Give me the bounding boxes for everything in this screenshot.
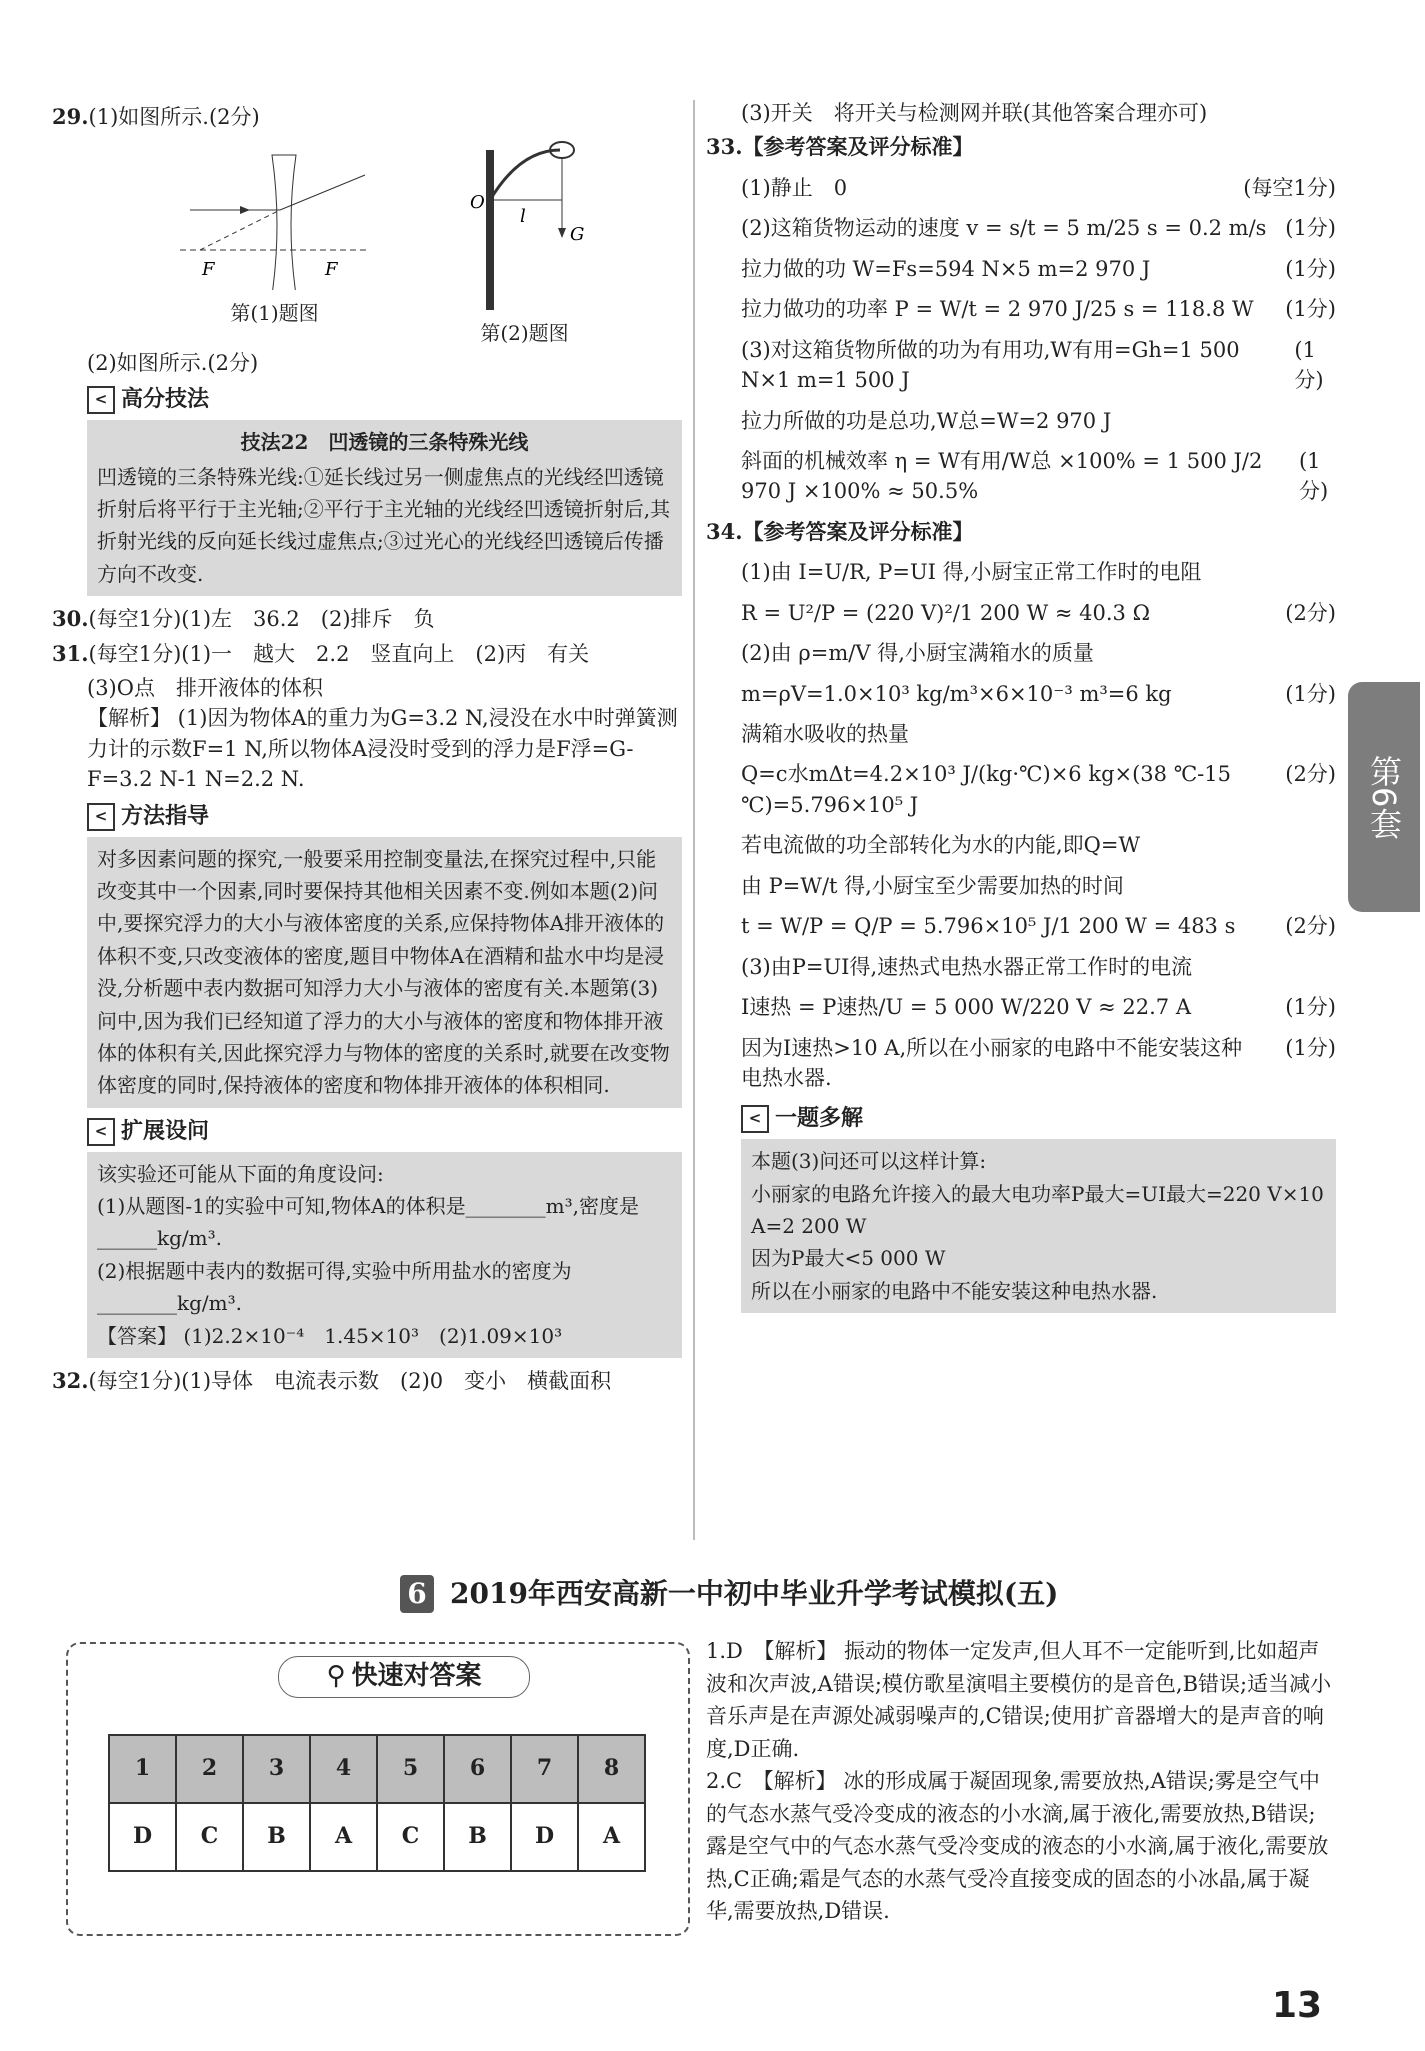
gravity-label: G — [569, 224, 584, 246]
q33-row6: 拉力所做的功是总功,W总=W=2 970 J — [741, 408, 1112, 433]
q33-row5: (3)对这箱货物所做的功为有用功,W有用=Gh=1 500 N×1 m=1 500 J (1分) — [741, 337, 1324, 393]
concave-lens-diagram — [170, 140, 380, 290]
answer-letter-cell: D — [109, 1803, 176, 1871]
tip1-heading: 技法22 凹透镜的三条特殊光线 — [240, 430, 529, 455]
answer-table — [108, 1734, 646, 1872]
q33-row1: (1)静止 0 (每空1分) — [741, 175, 1336, 200]
tip-tag-2: < 方法指导 — [87, 801, 682, 833]
tip-box-3 — [87, 1152, 682, 1358]
section-side-tab: 第6套 — [1348, 682, 1420, 912]
q34-row6: Q=c水mΔt=4.2×10³ J/(kg·℃)×6 kg×(38 ℃-15 ℃)=5.796×10⁵ J (2分) — [741, 762, 1336, 817]
q31-line2: (3)O点 排开液体的体积 — [87, 676, 323, 701]
answer-number-row — [109, 1735, 645, 1803]
tip-tag-1: < 高分技法 — [87, 384, 682, 416]
q34-row5: 满箱水吸收的热量 — [741, 722, 909, 746]
q33-row7: 斜面的机械效率 η = W有用/W总 ×100% = 1 500 J/2 970 J ×100% ≈ 50.5% (1分) — [741, 448, 1329, 504]
share-icon: < — [87, 1118, 115, 1146]
q34-row4: m=ρV=1.0×10³ kg/m³×6×10⁻³ m³=6 kg (1分) — [741, 681, 1336, 706]
answer-letter-cell: C — [176, 1803, 243, 1871]
answer-number-cell: 7 — [511, 1735, 578, 1803]
tip4-line3: 因为P最大<5 000 W — [751, 1246, 946, 1271]
exam-number-badge: 6 — [400, 1575, 434, 1613]
focus-label-left: F — [201, 259, 214, 281]
share-icon: < — [87, 386, 115, 414]
q34-heading: 34.【参考答案及评分标准】 — [706, 518, 974, 544]
mcq-q1: 1.D 【解析】 振动的物体一定发声,但人耳不一定能听到,比如超声波和次声波,A错误;模仿歌星演唱主要模仿的是音色,B错误;适当减小音乐声是在声源处减弱噪声的,C错误;使用扩音器增大的是声音的响度,D正确. — [706, 1639, 1332, 1761]
answer-number-cell: 1 — [109, 1735, 176, 1803]
left-column — [52, 98, 682, 1400]
answer-letter-cell: C — [377, 1803, 444, 1871]
tip-tag-3: < 扩展设问 — [87, 1116, 682, 1148]
tip4-line2: 小丽家的电路允许接入的最大电功率P最大=UI最大=220 V×10 A=2 200 W — [751, 1181, 1324, 1239]
q32: 32.(每空1分)(1)导体 电流表示数 (2)0 变小 横截面积 — [52, 1368, 612, 1394]
tip-tag-4: < 一题多解 — [741, 1103, 1336, 1135]
tip3-line3: (2)根据题中表内的数据可得,实验中所用盐水的密度为________kg/m³. — [97, 1258, 572, 1316]
q34-row12: 因为I速热>10 A,所以在小丽家的电路中不能安装这种电热水器. (1分) — [741, 1035, 1336, 1090]
share-icon: < — [741, 1105, 769, 1133]
tip3-answer: 【答案】 (1)2.2×10⁻⁴ 1.45×10³ (2)1.09×10³ — [97, 1323, 563, 1348]
q33-row4: 拉力做功的功率 P = W/t = 2 970 J/25 s = 118.8 W (1分) — [741, 297, 1336, 322]
figure-2-caption: 第(2)题图 — [480, 320, 569, 345]
q31-line1: 31.(每空1分)(1)一 越大 2.2 竖直向上 (2)丙 有关 — [52, 640, 590, 666]
q33-row3: 拉力做的功 W=Fs=594 N×5 m=2 970 J (1分) — [741, 256, 1336, 281]
q34-row10: (3)由P=UI得,速热式电热水器正常工作时的电流 — [741, 954, 1193, 979]
tip3-line1: 该实验还可能从下面的角度设问: — [97, 1161, 384, 1186]
exam-banner — [400, 1573, 1170, 1615]
figures — [87, 140, 682, 347]
answer-number-cell: 4 — [310, 1735, 377, 1803]
answer-letter-cell: B — [243, 1803, 310, 1871]
q32-part3: (3)开关 将开关与检测网并联(其他答案合理亦可) — [741, 101, 1208, 125]
quick-answer-title: ⚲ 快速对答案 — [278, 1656, 530, 1698]
share-icon: < — [87, 803, 115, 831]
q34-row1: (1)由 I=U/R, P=UI 得,小厨宝正常工作时的电阻 — [741, 560, 1202, 585]
tip-box-4 — [741, 1139, 1336, 1313]
answer-number-cell: 8 — [578, 1735, 645, 1803]
lamp-lever-diagram — [450, 140, 600, 310]
q34-row8: 由 P=W/t 得,小厨宝至少需要加热的时间 — [741, 873, 1124, 898]
exam-title: 2019年西安高新一中初中毕业升学考试模拟(五) — [450, 1576, 1059, 1610]
arm-label: l — [519, 206, 526, 228]
answer-number-cell: 6 — [444, 1735, 511, 1803]
quick-answer-panel — [66, 1642, 690, 1936]
q30: 30.(每空1分)(1)左 36.2 (2)排斥 负 — [52, 606, 435, 632]
tip4-line1: 本题(3)问还可以这样计算: — [751, 1149, 987, 1174]
q33-heading: 33.【参考答案及评分标准】 — [706, 134, 974, 160]
tip1-body: 凹透镜的三条特殊光线:①延长线过另一侧虚焦点的光线经凹透镜折射后将平行于主光轴;②平行于主光轴的光线经凹透镜折射后,其折射光线的反向延长线过虚焦点;③过光心的光线经凹透镜后传播方向不改变. — [97, 464, 671, 586]
mcq-q2: 2.C 【解析】 冰的形成属于凝固现象,需要放热,A错误;雾是空气中的气态水蒸气受冷变成的液态的小水滴,属于液化,需要放热,B错误;露是空气中的气态水蒸气受冷变成的液态的小水滴,属于液化,需要放热,C正确;霜是气态的水蒸气受冷直接变成的固态的小冰晶,属于凝华,需要放热,D错误. — [706, 1769, 1329, 1924]
pivot-label: O — [469, 192, 485, 214]
answer-letter-cell: D — [511, 1803, 578, 1871]
answer-letter-cell: B — [444, 1803, 511, 1871]
tip-box-1 — [87, 420, 682, 596]
q29-line2: (2)如图所示.(2分) — [87, 350, 259, 375]
figure-1 — [170, 140, 380, 347]
column-divider — [693, 100, 695, 1540]
tip3-line2: (1)从题图-1的实验中可知,物体A的体积是________m³,密度是______kg/m³. — [97, 1194, 639, 1251]
right-column — [706, 98, 1336, 1321]
page-number: 13 — [1272, 1985, 1323, 2026]
q34-row9: t = W/P = Q/P = 5.796×10⁵ J/1 200 W = 483 s (2分) — [741, 914, 1336, 939]
answer-letter-cell: A — [310, 1803, 377, 1871]
tip4-line4: 所以在小丽家的电路中不能安装这种电热水器. — [751, 1278, 1158, 1303]
q31-analysis: 【解析】 (1)因为物体A的重力为G=3.2 N,浸没在水中时弹簧测力计的示数F=1 N,所以物体A浸没时受到的浮力是F浮=G-F=3.2 N-1 N=2.2 N. — [87, 706, 678, 792]
q34-row11: I速热 = P速热/U = 5 000 W/220 V ≈ 22.7 A (1分) — [741, 995, 1336, 1020]
answer-number-cell: 5 — [377, 1735, 444, 1803]
q34-row2: R = U²/P = (220 V)²/1 200 W ≈ 40.3 Ω (2分) — [741, 600, 1336, 625]
answer-letter-row — [109, 1803, 645, 1871]
answer-letter-cell: A — [578, 1803, 645, 1871]
answer-number-cell: 3 — [243, 1735, 310, 1803]
magnifier-icon: ⚲ — [326, 1661, 346, 1692]
focus-label-right: F — [324, 259, 337, 281]
answer-number-cell: 2 — [176, 1735, 243, 1803]
q34-row3: (2)由 ρ=m/V 得,小厨宝满箱水的质量 — [741, 641, 1094, 666]
q29-line1: 29.(1)如图所示.(2分) — [52, 104, 260, 129]
tip-box-2: 对多因素问题的探究,一般要采用控制变量法,在探究过程中,只能改变其中一个因素,同时要保持其他相关因素不变.例如本题(2)问中,要探究浮力的大小与液体密度的关系,应保持物体A排开液体的体积不变,只改变液体的密度,题目中物体A在酒精和盐水中均是浸没,分析题中表内数据可知浮力大小与液体的密度有关.本题第(3)问中,因为我们已经知道了浮力的大小与液体的密度和物体排开液体的体积有关,因此探究浮力与物体的密度的关系时,就要在改变物体密度的同时,保持液体的密度和物体排开液体的体积相同. — [87, 837, 682, 1108]
mcq-explanations — [706, 1635, 1336, 1928]
figure-1-caption: 第(1)题图 — [230, 300, 319, 325]
q33-row2: (2)这箱货物运动的速度 v = s/t = 5 m/25 s = 0.2 m/s (1分) — [741, 216, 1336, 241]
figure-2 — [450, 140, 600, 347]
q34-row7: 若电流做的功全部转化为水的内能,即Q=W — [741, 833, 1141, 858]
